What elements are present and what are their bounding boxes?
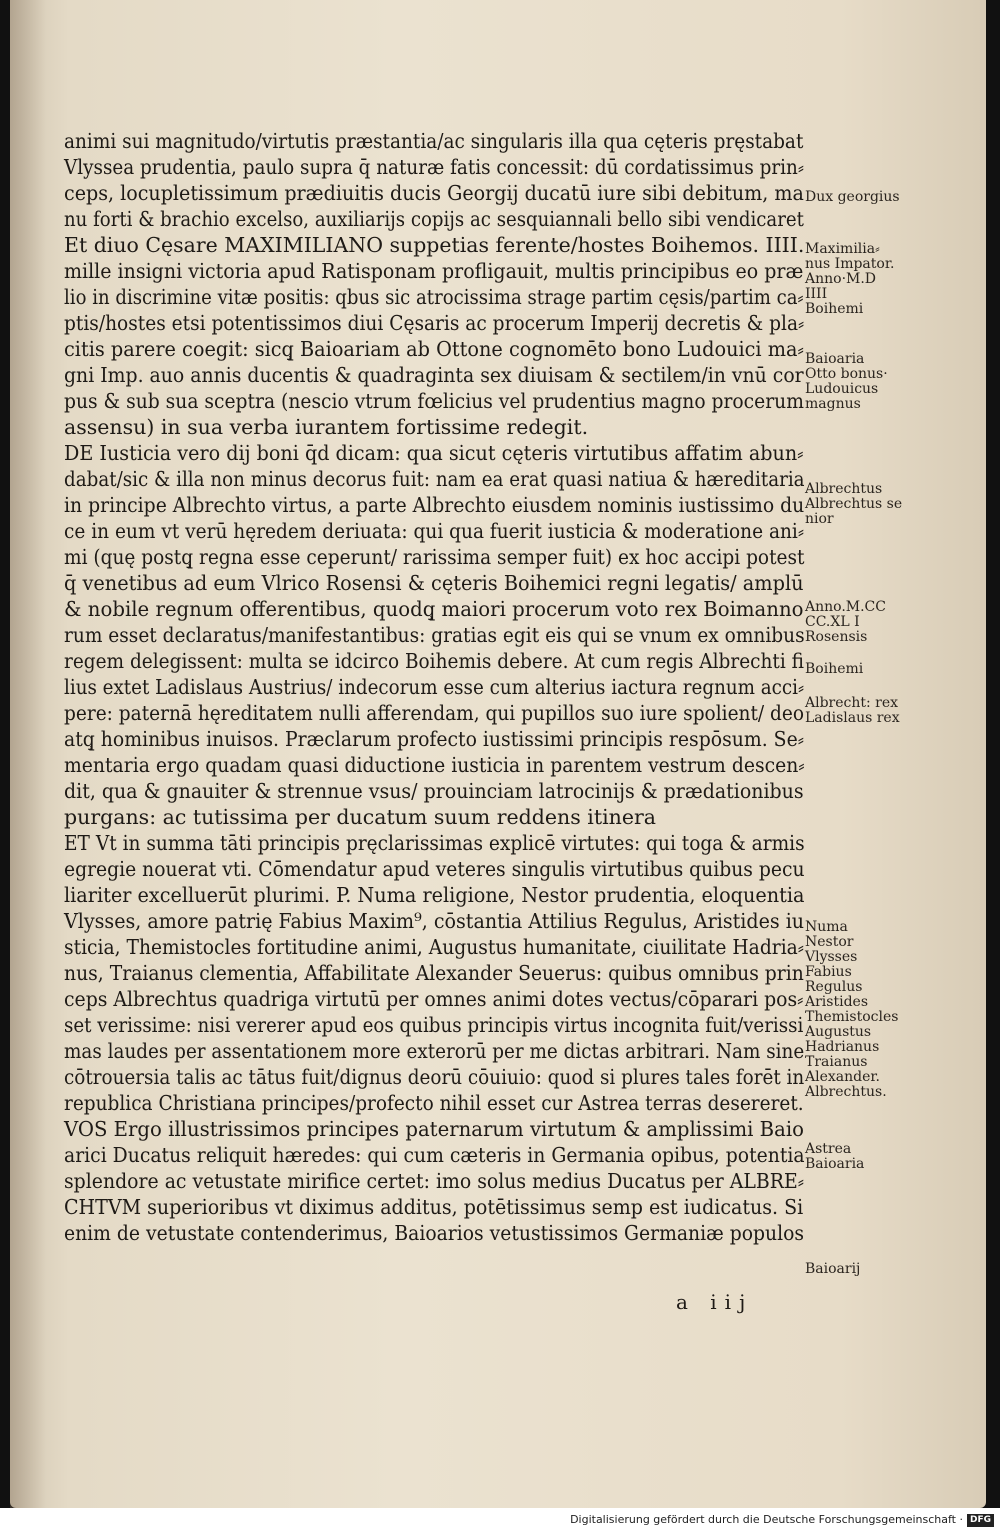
- text-line: liariter excelluerūt plurimi. P. Numa religione, Nestor prudentia, eloquentia: [64, 883, 805, 907]
- text-line: set verissime: nisi vererer apud eos quibus principis virtus incognita fuit/verissi: [64, 1013, 804, 1037]
- text-line: Vlysses, amore patrię Fabius Maxim⁹, cōstantia Attilius Regulus, Aristides iu: [64, 909, 805, 933]
- text-line: lio in discrimine vitæ positis: qbus sic atrocissima strage partim cęsis/partim ca⸗: [64, 285, 804, 309]
- margin-note-line: Nestor: [805, 934, 854, 950]
- margin-note: [805, 242, 894, 317]
- margin-note-line: CC.XL I: [805, 614, 860, 630]
- text-line: nus, Traianus clementia, Affabilitate Alexander Seuerus: quibus omnibus prin: [64, 961, 804, 985]
- margin-note-line: Numa: [805, 919, 848, 935]
- text-line: enim de vetustate contenderimus, Baioarios vetustissimos Germaniæ populos: [64, 1221, 805, 1245]
- margin-note-line: Maximilia⸗: [805, 241, 880, 257]
- text-line: animi sui magnitudo/virtutis præstantia/ac singularis illa qua cęteris pręstabat: [64, 129, 804, 153]
- text-line: purgans: ac tutissima per ducatum suum reddens itinera: [64, 805, 656, 829]
- margin-note-line: Anno·M.D: [805, 271, 877, 287]
- margin-note-line: Vlysses: [805, 949, 858, 965]
- margin-note: [805, 600, 886, 645]
- text-line: arici Ducatus reliquit hæredes: qui cum cæteris in Germania opibus, potentia: [64, 1143, 805, 1167]
- margin-note-line: Astrea: [805, 1141, 852, 1157]
- margin-note: [805, 482, 902, 527]
- text-line: gni Imp. auo annis ducentis & quadraginta sex diuisam & sectilem/in vnū cor: [64, 363, 804, 387]
- text-line: cōtrouersia talis ac tātus fuit/dignus deorū cōuiuio: quod si plures tales forēt in: [64, 1065, 805, 1089]
- margin-note-line: Baioaria: [805, 351, 865, 367]
- text-line: nu forti & brachio excelso, auxiliarijs copijs ac sesquiannali bello sibi vendicaret: [64, 207, 804, 231]
- margin-note-line: Baioaria: [805, 1156, 865, 1172]
- text-line: ET Vt in summa tāti principis pręclarissimas explicē virtutes: qui toga & armis: [64, 831, 805, 855]
- margin-note-line: Themistocles: [805, 1009, 899, 1025]
- margin-note: [805, 696, 900, 726]
- text-line: Et diuo Cęsare MAXIMILIANO suppetias ferente/hostes Boihemos. IIII.: [64, 233, 805, 257]
- text-line: regem delegissent: multa se idcirco Boihemis debere. At cum regis Albrechti fi: [64, 649, 804, 673]
- margin-note-line: Ludouicus: [805, 381, 879, 397]
- margin-note-line: Hadrianus: [805, 1039, 880, 1055]
- margin-note-line: nus Impator.: [805, 256, 895, 272]
- text-line: mentaria ergo quadam quasi diductione iusticia in parentem vestrum descen⸗: [64, 753, 805, 777]
- text-line: republica Christiana principes/profecto nihil esset cur Astrea terras desereret.: [64, 1091, 804, 1115]
- margin-note: [805, 352, 888, 412]
- text-line: dabat/sic & illa non minus decorus fuit: nam ea erat quasi natiua & hæreditaria: [64, 467, 805, 491]
- footer-credit: [0, 1508, 1000, 1531]
- text-line: ceps, locupletissimum prædiuitis ducis Georgij ducatū iure sibi debitum, ma: [64, 181, 804, 205]
- margin-note: [805, 920, 898, 1100]
- margin-note-line: Albrechtus se: [805, 496, 903, 512]
- margin-note-line: Anno.M.CC: [805, 599, 886, 615]
- text-line: q̄ venetibus ad eum Vlrico Rosensi & cęteris Boihemici regni legatis/ amplū: [64, 571, 804, 595]
- margin-note-line: Otto bonus·: [805, 366, 888, 382]
- margin-note-line: Rosensis: [805, 629, 868, 645]
- text-line: dit, qua & gnauiter & strennue vsus/ prouinciam latrocinijs & prædationibus: [64, 779, 804, 803]
- text-line: mas laudes per assentationem more exterorū per me dictas arbitrari. Nam sine: [64, 1039, 805, 1063]
- margin-note-line: magnus: [805, 396, 861, 412]
- text-line: splendore ac vetustate mirifice certet: imo solus medius Ducatus per ALBRE⸗: [64, 1169, 805, 1193]
- text-line: pere: paternā hęreditatem nulli afferendam, qui pupillos suo iure spolient/ deo: [64, 701, 805, 725]
- text-line: mi (quę postq̧ regna esse ceperunt/ rarissima semper fuit) ex hoc accipi potest: [64, 545, 805, 569]
- margin-note-line: Alexander.: [805, 1069, 880, 1085]
- text-line: mille insigni victoria apud Ratisponam profligauit, multis principibus eo præ: [64, 259, 804, 283]
- text-line: & nobile regnum offerentibus, quodq̧ maiori procerum voto rex Boimanno: [64, 597, 804, 621]
- text-line: atq̧ hominibus inuisos. Præclarum profecto iustissimi principis respōsum. Se⸗: [64, 727, 804, 751]
- text-line: Vlyssea prudentia, paulo supra q̄ naturæ fatis concessit: dū cordatissimus prin⸗: [64, 155, 804, 179]
- dfg-logo: DFG: [967, 1514, 994, 1527]
- text-line: sticia, Themistocles fortitudine animi, Augustus humanitate, ciuilitate Hadria⸗: [64, 935, 805, 959]
- margin-note-line: Ladislaus rex: [805, 710, 900, 726]
- margin-note: [805, 190, 900, 205]
- margin-note-line: Aristides: [805, 994, 868, 1010]
- margin-note-line: Augustus: [805, 1024, 872, 1040]
- margin-note-line: Albrechtus: [805, 481, 883, 497]
- margin-note-line: Boihemi: [805, 661, 864, 677]
- margin-note-line: Dux georgius: [805, 189, 900, 205]
- book-page: [10, 0, 986, 1508]
- margin-note-line: Regulus: [805, 979, 863, 995]
- margin-note-line: Baioarij: [805, 1261, 861, 1277]
- footer-text: Digitalisierung gefördert durch die Deutsche Forschungsgemeinschaft ·: [570, 1513, 963, 1526]
- margin-note-line: Albrechtus.: [805, 1084, 887, 1100]
- text-line: ptis/hostes etsi potentissimos diui Cęsaris ac procerum Imperij decretis & pla⸗: [64, 311, 805, 335]
- margin-note-line: Boihemi: [805, 301, 864, 317]
- text-line: ce in eum vt verū hęredem deriuata: qui qua fuerit iusticia & moderatione ani⸗: [64, 519, 805, 543]
- text-line: in principe Albrechto virtus, a parte Albrechto eiusdem nominis iustissimo du: [64, 493, 805, 517]
- margin-note: [805, 1142, 864, 1172]
- text-line: egregie nouerat vti. Cōmendatur apud veteres singulis virtutibus quibus pecu: [64, 857, 805, 881]
- margin-note-line: Albrecht: rex: [805, 695, 899, 711]
- margin-note-line: IIII: [805, 286, 828, 302]
- text-line: rum esset declaratus/manifestantibus: gratias egit eis qui se vnum ex omnibus: [64, 623, 805, 647]
- text-line: ceps Albrechtus quadriga virtutū per omnes animi dotes vectus/cōparari pos⸗: [64, 987, 804, 1011]
- text-line: lius extet Ladislaus Austrius/ indecorum esse cum alterius iactura regnum acci⸗: [64, 675, 805, 699]
- margin-note-line: Fabius: [805, 964, 852, 980]
- text-line: citis parere coegit: sicq̧ Baioariam ab Ottone cognomēto bono Ludouici ma⸗: [64, 337, 804, 361]
- text-line: pus & sub sua sceptra (nescio vtrum fœlicius vel prudentius magno procerum: [64, 389, 804, 413]
- text-line: CHTVM superioribus vt diximus additus, potētissimus semp est iudicatus. Si: [64, 1195, 804, 1219]
- margin-note: [805, 1262, 860, 1277]
- text-line: assensu) in sua verba iurantem fortissime redegit.: [64, 415, 589, 439]
- margin-note-line: Traianus: [805, 1054, 868, 1070]
- margin-note-line: nior: [805, 511, 834, 527]
- signature-mark: a iij: [676, 1290, 754, 1314]
- main-text-block: [64, 128, 804, 1246]
- margin-note: [805, 662, 863, 677]
- text-line: DE Iusticia vero dij boni q̄d dicam: qua sicut cęteris virtutibus affatim abun⸗: [64, 441, 804, 465]
- text-line: VOS Ergo illustrissimos principes paternarum virtutum & amplissimi Baio: [64, 1117, 804, 1141]
